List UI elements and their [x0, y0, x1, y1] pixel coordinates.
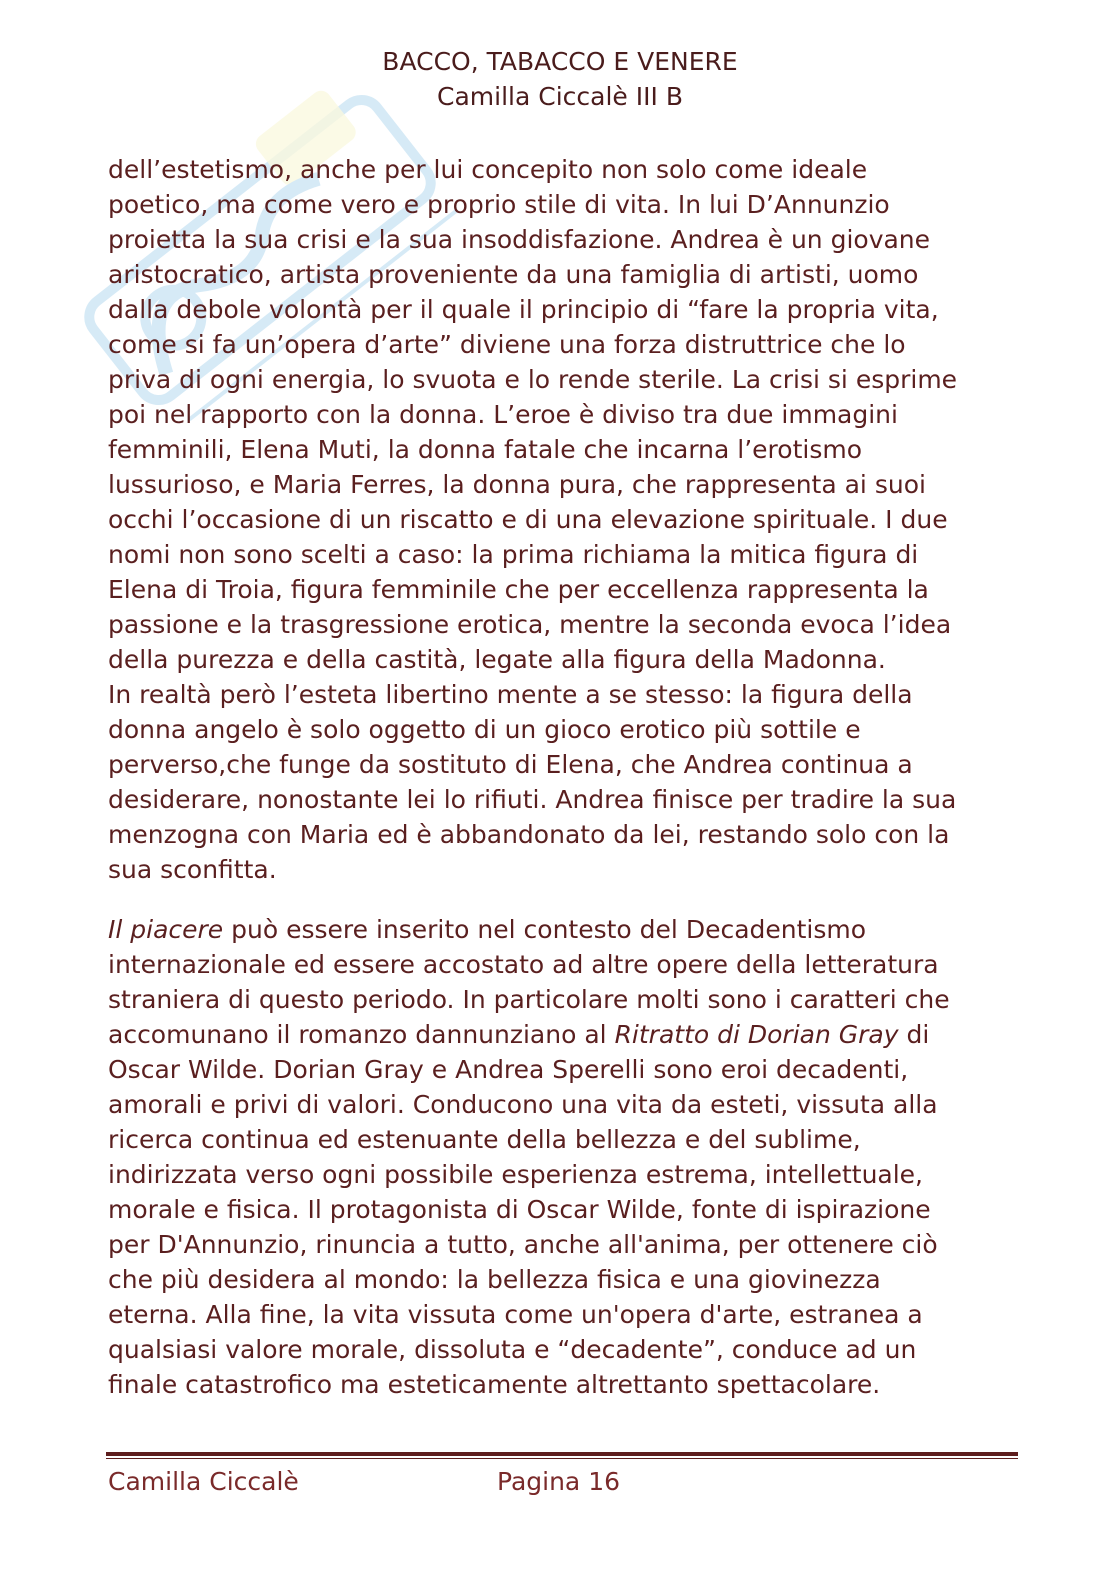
text-line: dell’estetismo, anche per lui concepito non solo come ideale: [108, 155, 868, 184]
text-line: nomi non sono scelti a caso: la prima richiama la mitica figura di: [108, 540, 919, 569]
text-line: della purezza e della castità, legate alla figura della Madonna.: [108, 645, 886, 674]
text-line: In realtà però l’esteta libertino mente a se stesso: la figura della: [108, 680, 913, 709]
text-line: Elena di Troia, figura femminile che per eccellenza rappresenta la: [108, 575, 929, 604]
text-line: dalla debole volontà per il quale il principio di “fare la propria vita,: [108, 295, 939, 324]
document-title: BACCO, TABACCO E VENERE: [382, 47, 738, 76]
text-line: priva di ogni energia, lo svuota e lo rende sterile. La crisi si esprime: [108, 365, 958, 394]
page-header: [0, 44, 1116, 114]
text-line: internazionale ed essere accostato ad altre opere della letteratura: [108, 950, 939, 979]
text-line: femminili, Elena Muti, la donna fatale che incarna l’erotismo: [108, 435, 862, 464]
text-fragment: accomunano il romanzo dannunziano al: [108, 1020, 615, 1049]
text-fragment: può essere inserito nel contesto del Decadentismo: [223, 915, 867, 944]
text-line: [108, 912, 1028, 947]
text-line: passione e la trasgressione erotica, mentre la seconda evoca l’idea: [108, 610, 952, 639]
text-line: poi nel rapporto con la donna. L’eroe è diviso tra due immagini: [108, 400, 898, 429]
footer-divider-thin: [106, 1458, 1018, 1459]
text-line: lussurioso, e Maria Ferres, la donna pura, che rappresenta ai suoi: [108, 470, 926, 499]
text-line: amorali e privi di valori. Conducono una vita da esteti, vissuta alla: [108, 1090, 938, 1119]
text-line: sua sconfitta.: [108, 855, 277, 884]
text-line: qualsiasi valore morale, dissoluta e “decadente”, conduce ad un: [108, 1335, 917, 1364]
text-line: desiderare, nonostante lei lo rifiuti. Andrea finisce per tradire la sua: [108, 785, 957, 814]
footer-divider: [106, 1452, 1018, 1456]
paragraph-2: [108, 912, 1028, 1402]
text-line: morale e fisica. Il protagonista di Oscar Wilde, fonte di ispirazione: [108, 1195, 931, 1224]
page-number: Pagina 16: [497, 1467, 621, 1496]
text-line: Oscar Wilde. Dorian Gray e Andrea Sperelli sono eroi decadenti,: [108, 1055, 909, 1084]
text-line: aristocratico, artista proveniente da una famiglia di artisti, uomo: [108, 260, 919, 289]
book-title-dorian-gray: Ritratto di Dorian Gray: [614, 1020, 899, 1049]
text-line: per D'Annunzio, rinuncia a tutto, anche all'anima, per ottenere ciò: [108, 1230, 938, 1259]
text-line: perverso,che funge da sostituto di Elena, che Andrea continua a: [108, 750, 913, 779]
text-line: finale catastrofico ma esteticamente altrettanto spettacolare.: [108, 1370, 881, 1399]
text-fragment: di: [898, 1020, 930, 1049]
text-line: occhi l’occasione di un riscatto e di una elevazione spirituale. I due: [108, 505, 948, 534]
text-line: che più desidera al mondo: la bellezza fisica e una giovinezza: [108, 1265, 881, 1294]
text-line: straniera di questo periodo. In particolare molti sono i caratteri che: [108, 985, 950, 1014]
text-line: menzogna con Maria ed è abbandonato da lei, restando solo con la: [108, 820, 950, 849]
footer-author: Camilla Ciccalè: [108, 1467, 299, 1496]
text-line: proietta la sua crisi e la sua insoddisfazione. Andrea è un giovane: [108, 225, 931, 254]
text-line: donna angelo è solo oggetto di un gioco erotico più sottile e: [108, 715, 861, 744]
text-line: eterna. Alla fine, la vita vissuta come un'opera d'arte, estranea a: [108, 1300, 923, 1329]
text-line: poetico, ma come vero e proprio stile di vita. In lui D’Annunzio: [108, 190, 890, 219]
text-line: come si fa un’opera d’arte” diviene una forza distruttrice che lo: [108, 330, 906, 359]
book-title-il-piacere: Il piacere: [108, 915, 224, 944]
paragraph-1: [108, 152, 1028, 887]
text-line: ricerca continua ed estenuante della bellezza e del sublime,: [108, 1125, 861, 1154]
paragraph-spacer: [108, 887, 1028, 912]
text-line: [108, 1017, 1028, 1052]
document-body: [108, 152, 1028, 1402]
document-subtitle: Camilla Ciccalè III B: [437, 82, 683, 111]
text-line: indirizzata verso ogni possibile esperienza estrema, intellettuale,: [108, 1160, 924, 1189]
